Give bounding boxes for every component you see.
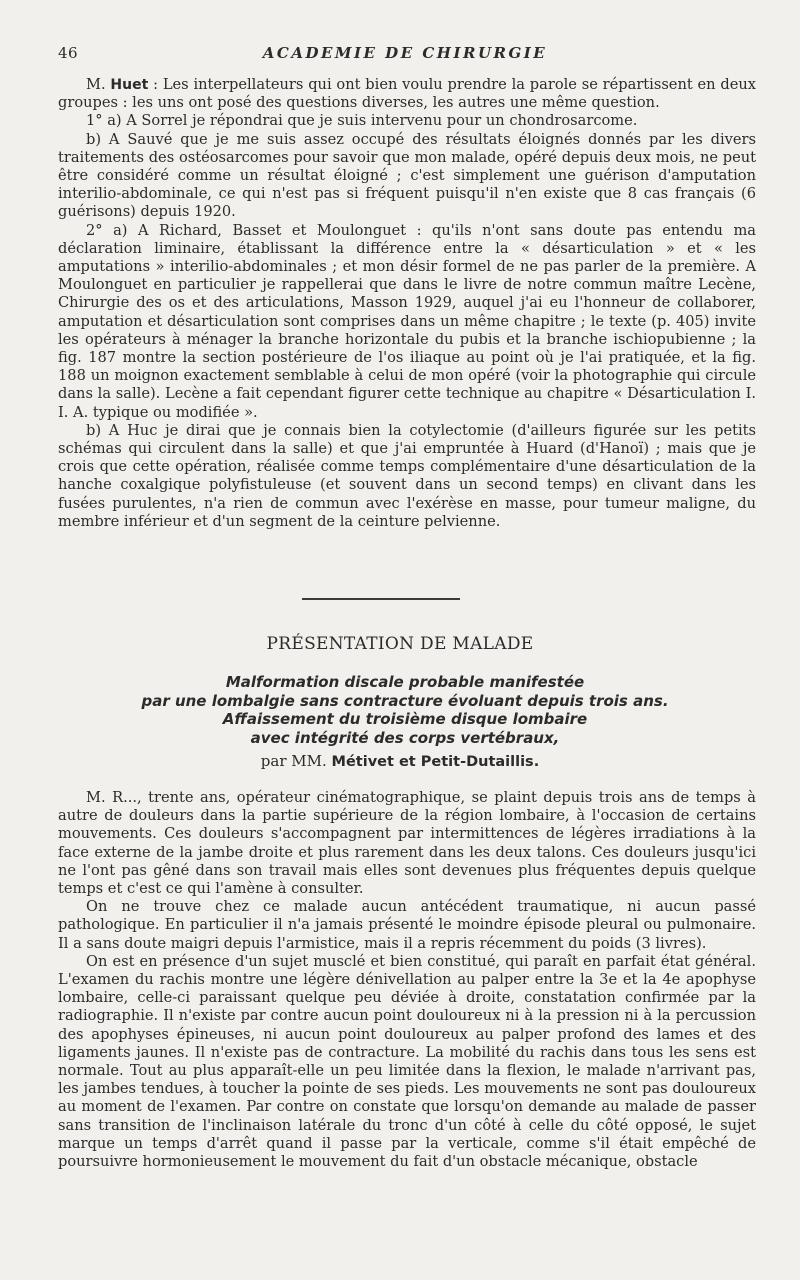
title-line: par une lombalgie sans contracture évoluant depuis trois ans.	[141, 691, 669, 710]
byline-authors: Métivet et Petit-Dutaillis.	[331, 754, 540, 770]
title-line: avec intégrité des corps vertébraux,	[250, 728, 560, 747]
paragraph: 1° a) A Sorrel je répondrai que je suis intervenu pour un chondrosarcome.	[86, 112, 638, 130]
paragraph: M. R..., trente ans, opérateur cinématographique, se plaint depuis trois ans de temps à autre de douleurs dans la partie supérieure de la région lombaire, à l'occasion de certains mouvements. Ces douleurs s'accompagnent par intermittences de légères irradiations à la face externe de la jambe droite et plus rarement dans les deux talons. Ces douleurs jusqu'ici ne l'ont pas gêné dans son travail mais elles sont devenues plus fréquentes depuis quelque temps et c'est ce qui l'amène à consulter.	[58, 789, 756, 898]
paragraph: On ne trouve chez ce malade aucun antécédent traumatique, ni aucun passé pathologique. En particulier il n'a jamais présenté le moindre épisode pleural ou pulmonaire. Il a sans doute maigri depuis l'armistice, mais il a repris récemment du poids (3 livres).	[58, 898, 756, 952]
title-line: Malformation discale probable manifestée	[225, 673, 585, 691]
paragraph: 2° a) A Richard, Basset et Moulonguet : qu'ils n'ont sans doute pas entendu ma déclaration liminaire, établissant la différence entre la « désarticulation » et « les amputations » interilio-abdominales ; et mon désir formel de ne pas parler de la première. A Moulonguet en particulier je rappellerai que dans le livre de notre commun maître Lecène, Chirurgie des os et des articulations, Masson 1929, auquel j'ai eu l'honneur de collaborer, amputation et désarticulation sont comprises dans un même chapitre ; le texte (p. 405) invite les opérateurs à ménager la branche horizontale du pubis et la branche ischiopubienne ; la fig. 187 montre la section postérieure de l'os iliaque au point où je l'ai pratiquée, et la fig. 188 un moignon exactement semblable à celui de mon opéré (voir la photographie qui circule dans la salle). Lecène a fait cependant figurer cette technique au chapitre « Désarticulation I. I. A. typique ou modifiée ».	[58, 221, 756, 421]
speaker-prefix: M.	[86, 76, 111, 93]
paragraph: On est en présence d'un sujet musclé et bien constitué, qui paraît en parfait état général. L'examen du rachis montre une légère dénivellation au palper entre la 3e et la 4e apophyse lombaire, celle-ci paraissant quelque peu déviée à droite, constatation confirmée par la radiographie. Il n'existe par contre aucun point douloureux ni à la pression ni à la percussion des apophyses épineuses, ni aucun point douloureux au palper profond des lames et des ligaments jaunes. Il n'existe pas de contracture. La mobilité du rachis dans tous les sens est normale. Tout au plus apparaît-elle un peu limitée dans la flexion, le malade n'arrivant pas, les jambes tendues, à toucher la pointe de ses pieds. Les mouvements ne sont pas douloureux au moment de l'examen. Par contre on constate que lorsqu'on demande au malade de passer sans transition de l'inclinaison latérale du tronc d'un côté à celle du côté opposé, le sujet marque un temps d'arrêt quand il passe par la verticale, comme s'il était empêché de poursuivre hormonieusement le mouvement du fait d'un obstacle mécanique, obstacle	[58, 952, 756, 1171]
byline	[0, 752, 800, 770]
discussion-section	[58, 76, 756, 531]
page-number: 46	[58, 44, 79, 62]
paragraph	[58, 76, 756, 112]
byline-prefix: par MM.	[260, 752, 332, 770]
article-body	[58, 789, 756, 1171]
speaker-name: Huet	[110, 77, 149, 93]
article-title	[60, 673, 750, 747]
page-header	[58, 44, 752, 66]
paragraph: b) A Huc je dirai que je connais bien la cotylectomie (d'ailleurs figurée sur les petits schémas qui circulent dans la salle) et que j'ai empruntée à Huard (d'Hanoï) ; mais que je crois que cette opération, réalisée comme temps complémentaire d'une désarticulation de la hanche coxalgique polyfistuleuse (et souvent dans un second temps) en clivant dans les fusées purulentes, n'a rien de commun avec l'exérèse en masse, pour tumeur maligne, du membre inférieur et d'un segment de la ceinture pelvienne.	[58, 421, 756, 530]
title-line: Affaissement du troisième disque lombaire	[222, 710, 588, 728]
paragraph-text: : Les interpellateurs qui ont bien voulu prendre la parole se répartissent en deux groupes : les uns ont posé des questions diverses, les autres une même question.	[58, 76, 756, 112]
section-heading: PRÉSENTATION DE MALADE	[266, 634, 534, 654]
paragraph: b) A Sauvé que je me suis assez occupé des résultats éloignés donnés par les divers traitements des ostéosarcomes pour savoir que mon malade, opéré depuis deux mois, ne peut être considéré comme un résultat éloigné ; c'est simplement une guérison d'amputation interilio-abdominale, ce qui n'est pas si fréquent puisqu'il n'en existe que 8 cas français (6 guérisons) depuis 1920.	[58, 130, 756, 221]
section-divider	[302, 598, 460, 600]
running-head: ACADEMIE DE CHIRURGIE	[262, 44, 548, 62]
